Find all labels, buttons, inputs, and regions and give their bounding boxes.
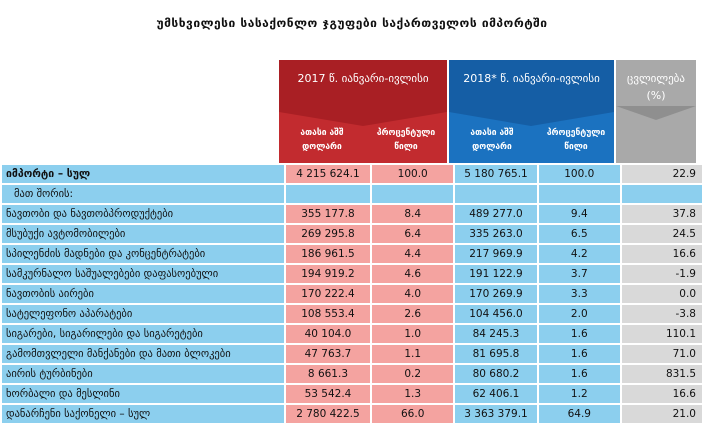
header-2017-period: 2017 წ. იანვარი-ივლისი	[297, 72, 429, 85]
share-2017: 4.6	[372, 265, 453, 283]
row-label: მათ შორის:	[2, 185, 284, 203]
table-row	[2, 285, 702, 303]
value-2017: 40 104.0	[286, 325, 370, 343]
table-row	[2, 265, 702, 283]
header-2018-value-label: ათასი აშშ დოლარი	[470, 128, 514, 152]
share-2018: 3.3	[539, 285, 620, 303]
table-row	[2, 305, 702, 323]
value-2018	[455, 185, 537, 203]
row-label: მსუბუქი ავტომობილები	[2, 225, 284, 243]
share-2018: 100.0	[539, 165, 620, 183]
value-2018: 84 245.3	[455, 325, 537, 343]
share-2018: 1.6	[539, 365, 620, 383]
change-percent: -3.8	[622, 305, 702, 323]
share-2017: 1.1	[372, 345, 453, 363]
row-label: ნავთობი და ნავთობპროდუქტები	[2, 205, 284, 223]
value-2018: 3 363 379.1	[455, 405, 537, 423]
value-2018: 62 406.1	[455, 385, 537, 403]
row-label: სამკურნალო საშუალებები დაფასოებული	[2, 265, 284, 283]
share-2017: 66.0	[372, 405, 453, 423]
share-2018: 64.9	[539, 405, 620, 423]
value-2018: 191 122.9	[455, 265, 537, 283]
header-2017-band	[279, 60, 447, 112]
change-percent: 21.0	[622, 405, 702, 423]
share-2017	[372, 185, 453, 203]
change-percent: 24.5	[622, 225, 702, 243]
header-2018-share-label: პროცენტული წილი	[546, 128, 606, 152]
share-2017: 2.6	[372, 305, 453, 323]
table-row	[2, 325, 702, 343]
imports-table-body	[2, 165, 702, 423]
header-2017-value-label: ათასი აშშ დოლარი	[300, 128, 344, 152]
value-2018: 335 263.0	[455, 225, 537, 243]
value-2017: 8 661.3	[286, 365, 370, 383]
share-2018: 9.4	[539, 205, 620, 223]
change-percent: -1.9	[622, 265, 702, 283]
value-2017: 269 295.8	[286, 225, 370, 243]
value-2017: 186 961.5	[286, 245, 370, 263]
share-2018: 1.6	[539, 345, 620, 363]
value-2018: 80 680.2	[455, 365, 537, 383]
row-label: ნავთობის აირები	[2, 285, 284, 303]
value-2017: 355 177.8	[286, 205, 370, 223]
row-label: სიგარები, სიგარილები და სიგარეტები	[2, 325, 284, 343]
header-2017-share-label: პროცენტული წილი	[376, 128, 436, 152]
imports-table	[0, 163, 704, 425]
header-2017-arrow	[279, 112, 447, 126]
change-percent: 16.6	[622, 245, 702, 263]
share-2017: 100.0	[372, 165, 453, 183]
header-2018	[449, 60, 614, 163]
value-2017: 108 553.4	[286, 305, 370, 323]
table-row	[2, 405, 702, 423]
share-2018: 2.0	[539, 305, 620, 323]
change-percent	[622, 185, 702, 203]
change-percent: 16.6	[622, 385, 702, 403]
row-label: აირის ტურბინები	[2, 365, 284, 383]
share-2018: 3.7	[539, 265, 620, 283]
value-2017	[286, 185, 370, 203]
change-percent: 71.0	[622, 345, 702, 363]
value-2018: 489 277.0	[455, 205, 537, 223]
change-percent: 831.5	[622, 365, 702, 383]
page-title: უმსხვილესი სასაქონლო ჯგუფები საქართველოს იმპორტში	[156, 16, 548, 30]
table-row	[2, 185, 702, 203]
change-percent: 0.0	[622, 285, 702, 303]
share-2017: 4.4	[372, 245, 453, 263]
row-label: ხორბალი და მესლინი	[2, 385, 284, 403]
share-2018: 4.2	[539, 245, 620, 263]
table-row	[2, 385, 702, 403]
value-2017: 2 780 422.5	[286, 405, 370, 423]
row-label: იმპორტი – სულ	[2, 165, 284, 183]
header-2018-band	[449, 60, 614, 112]
header-2018-arrow	[449, 112, 614, 126]
share-2018: 1.6	[539, 325, 620, 343]
share-2017: 4.0	[372, 285, 453, 303]
change-percent: 110.1	[622, 325, 702, 343]
share-2018: 1.2	[539, 385, 620, 403]
share-2017: 6.4	[372, 225, 453, 243]
row-label: სატელეფონო აპარატები	[2, 305, 284, 323]
value-2018: 170 269.9	[455, 285, 537, 303]
table-row	[2, 365, 702, 383]
share-2017: 1.0	[372, 325, 453, 343]
table-row	[2, 205, 702, 223]
value-2017: 53 542.4	[286, 385, 370, 403]
share-2017: 0.2	[372, 365, 453, 383]
change-percent: 37.8	[622, 205, 702, 223]
value-2017: 47 763.7	[286, 345, 370, 363]
row-label: სპილენძის მადნები და კონცენტრატები	[2, 245, 284, 263]
share-2017: 1.3	[372, 385, 453, 403]
value-2018: 5 180 765.1	[455, 165, 537, 183]
table-row	[2, 245, 702, 263]
share-2018: 6.5	[539, 225, 620, 243]
header-change	[616, 60, 696, 163]
row-label: გამომთვლელი მანქანები და მათი ბლოკები	[2, 345, 284, 363]
header-2017	[279, 60, 447, 163]
value-2017: 170 222.4	[286, 285, 370, 303]
table-row	[2, 345, 702, 363]
header-change-arrow	[616, 106, 696, 120]
value-2018: 217 969.9	[455, 245, 537, 263]
value-2018: 104 456.0	[455, 305, 537, 323]
header-change-label: ცვლილება (%)	[627, 72, 685, 102]
value-2018: 81 695.8	[455, 345, 537, 363]
row-label: დანარჩენი საქონელი – სულ	[2, 405, 284, 423]
share-2018	[539, 185, 620, 203]
table-row	[2, 225, 702, 243]
value-2017: 4 215 624.1	[286, 165, 370, 183]
value-2017: 194 919.2	[286, 265, 370, 283]
table-row	[2, 165, 702, 183]
change-percent: 22.9	[622, 165, 702, 183]
header-2018-period: 2018* წ. იანვარი-ივლისი	[463, 72, 600, 85]
share-2017: 8.4	[372, 205, 453, 223]
